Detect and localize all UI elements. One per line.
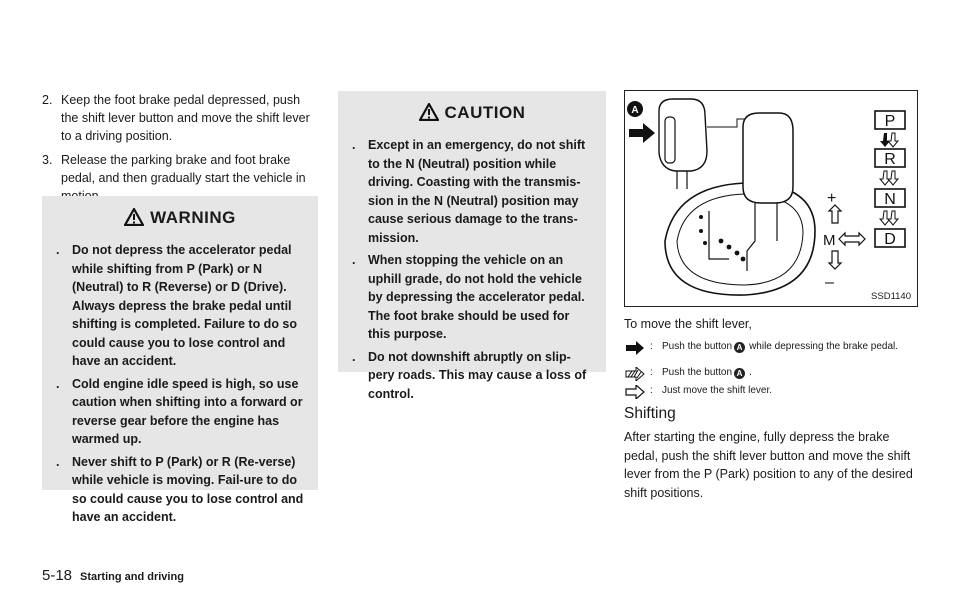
warning-triangle-icon — [419, 103, 439, 126]
figure-code: SSD1140 — [871, 291, 911, 302]
warning-item: . Never shift to P (Park) or R (Re-verse) while vehicle is moving. Fail-ure to do so could cause you to lose control and have an accident. — [56, 454, 304, 524]
legend-item-hatched: : Push the button A . — [624, 367, 924, 381]
caution-item: . When stopping the vehicle on an uphill grade, do not hold the vehicle by depressing the accelerator pedal. The foot brake should be used for this purpose. — [352, 253, 585, 341]
caution-box — [338, 91, 606, 401]
caution-item: . Except in an emergency, do not shift to the N (Neutral) position while driving. Coasting with the transmis-sion in the N (Neutral) position may cause serious damage to the trans-mission. — [352, 138, 586, 245]
plus-label: + — [827, 190, 837, 207]
page-footer — [42, 567, 184, 584]
outline-arrow-icon — [624, 385, 650, 399]
gear-d-label: D — [884, 231, 896, 248]
warning-item: . Do not depress the accelerator pedal while shifting from P (Park) or N (Neutral) to R (Reverse) or D (Drive). Always depress the brake pedal until shifting is completed. Failure to do so could cause you to lose control and have an accident. — [56, 243, 298, 368]
step-number: 3. — [42, 153, 53, 167]
step-2 — [42, 91, 318, 145]
caution-title: CAUTION — [352, 103, 592, 126]
warning-title: WARNING — [56, 208, 304, 231]
shift-lever-figure — [624, 90, 918, 307]
legend-intro: To move the shift lever, — [624, 317, 752, 331]
manual-label: M — [823, 232, 836, 249]
gear-n-label: N — [884, 191, 896, 208]
warning-item: . Cold engine idle speed is high, so use caution when shifting into a forward or reverse gear before the engine has warmed up. — [56, 376, 303, 446]
section-name: Starting and driving — [80, 571, 184, 583]
solid-arrow-icon — [624, 341, 650, 355]
shift-lever-illustration — [625, 91, 916, 305]
caution-item: . Do not downshift abruptly on slip-pery roads. This may cause a loss of control. — [352, 349, 587, 401]
left-column — [42, 91, 318, 211]
shifting-paragraph: After starting the engine, fully depress the brake pedal, push the shift lever button and move the shift lever from the P (Park) position to any of the desired shift positions. — [624, 430, 913, 500]
minus-label: – — [825, 274, 834, 291]
legend-item-outline: : Just move the shift lever. — [624, 385, 924, 399]
legend-item-solid: : Push the button A while depressing the brake pedal. — [624, 341, 924, 367]
hatched-arrow-icon — [624, 367, 650, 381]
section-heading-shifting: Shifting — [624, 405, 676, 422]
warning-box — [42, 196, 318, 524]
gear-r-label: R — [884, 151, 896, 168]
button-a-callout: A — [734, 342, 745, 353]
callout-letter: A — [631, 105, 639, 116]
step-number: 2. — [42, 93, 53, 107]
warning-triangle-icon — [124, 208, 144, 231]
step-text: Keep the foot brake pedal depressed, push the shift lever button and move the shift lever to a driving position. — [61, 93, 310, 143]
gear-p-label: P — [884, 113, 896, 130]
button-a-callout: A — [734, 368, 745, 379]
page-number: 5-18 — [42, 567, 73, 584]
step-text: Release the parking brake and foot brake pedal, and then gradually start the vehicle in — [61, 153, 306, 185]
